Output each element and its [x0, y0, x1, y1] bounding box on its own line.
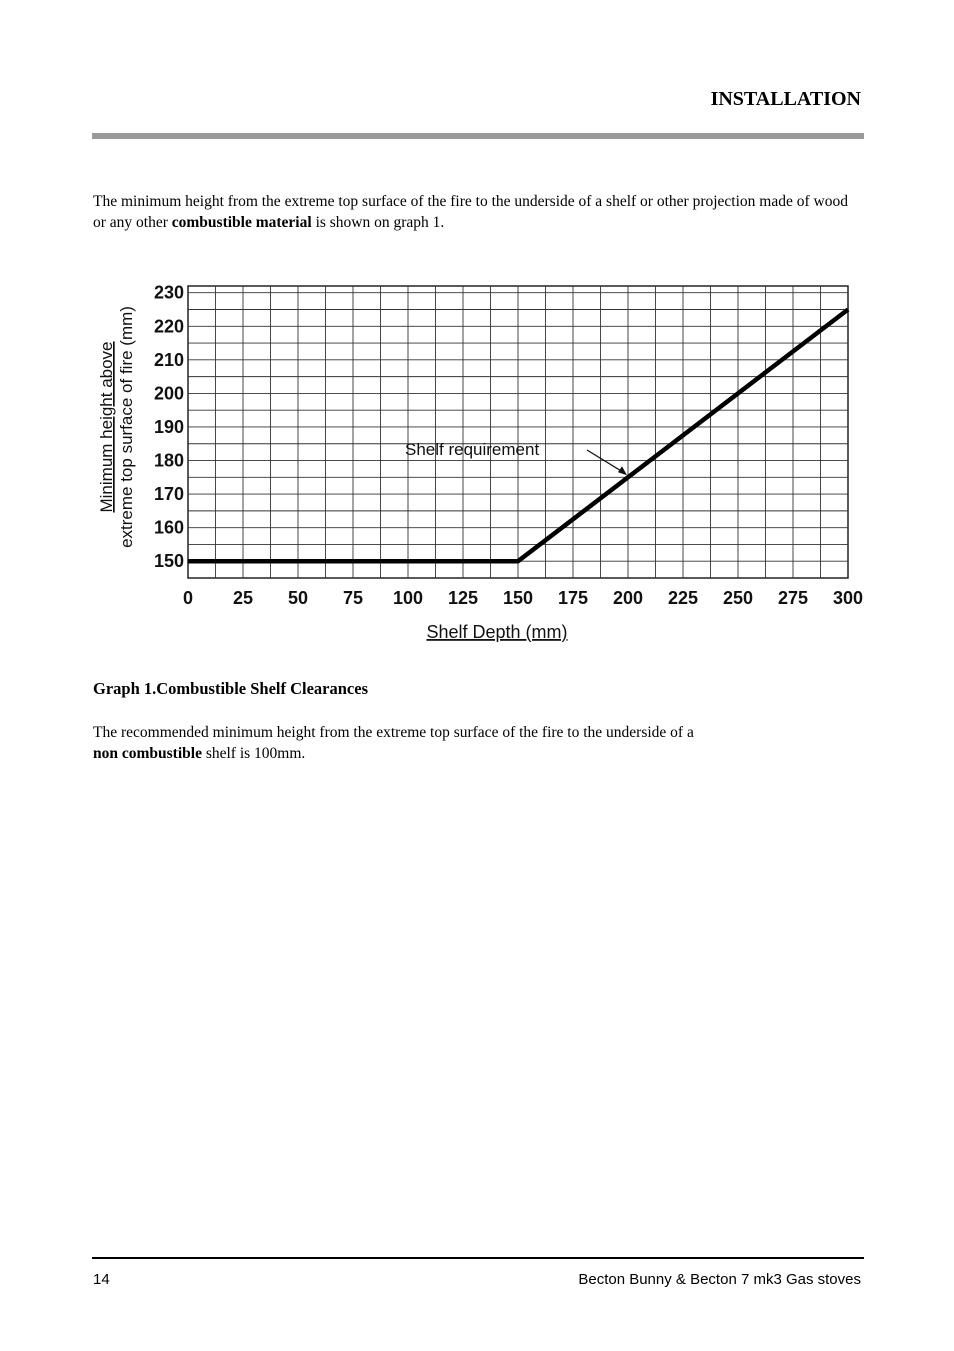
note-text-after: shelf is 100mm.	[201, 745, 306, 762]
intro-text-after: is shown on graph 1.	[311, 214, 445, 231]
x-tick-label: 300	[832, 588, 864, 608]
y-tick-label: 190	[153, 416, 184, 437]
y-tick-label: 200	[153, 383, 184, 404]
intro-text-before: The minimum height from the extreme top surface of the fire to the underside of a shelf or other projection made of wood or any other	[93, 193, 848, 231]
annotation-label: Shelf requirement	[405, 440, 540, 459]
x-tick-label: 200	[612, 588, 644, 608]
intro-bold-term: combustible material	[171, 214, 312, 231]
y-tick-label: 220	[153, 316, 184, 337]
x-tick-label: 125	[447, 588, 479, 608]
page-number: 14	[93, 1271, 110, 1288]
x-tick-label: 75	[342, 588, 364, 608]
x-axis-label: Shelf Depth (mm)	[426, 622, 568, 642]
y-tick-label: 170	[153, 484, 184, 505]
annotation-leader-line	[587, 450, 625, 473]
document-title: Becton Bunny & Becton 7 mk3 Gas stoves	[578, 1271, 861, 1288]
y-tick-label: 150	[153, 551, 184, 572]
chart-annotation	[405, 440, 627, 475]
x-tick-labels	[183, 588, 863, 608]
shelf-clearance-chart	[90, 262, 865, 652]
y-tick-label: 160	[153, 517, 184, 538]
y-tick-label: 180	[153, 450, 184, 471]
note-paragraph	[93, 722, 863, 764]
annotation-arrowhead	[618, 466, 627, 475]
y-tick-labels	[154, 283, 184, 572]
x-tick-label: 250	[722, 588, 754, 608]
footer-rule	[92, 1257, 864, 1259]
x-tick-label: 50	[287, 588, 309, 608]
note-text-before: The recommended minimum height from the extreme top surface of the fire to the underside of a	[93, 724, 694, 741]
y-tick-label: 210	[153, 349, 184, 370]
section-title: INSTALLATION	[710, 88, 861, 110]
x-tick-label: 150	[502, 588, 534, 608]
x-tick-label: 100	[392, 588, 424, 608]
intro-paragraph	[93, 191, 863, 233]
x-tick-label: 175	[557, 588, 589, 608]
x-tick-label: 0	[182, 588, 194, 608]
graph-caption: Graph 1.Combustible Shelf Clearances	[93, 679, 369, 698]
note-bold-term: non combustible	[93, 745, 202, 762]
header-rule	[92, 133, 864, 139]
chart-grid	[188, 286, 848, 578]
x-tick-label: 275	[777, 588, 809, 608]
y-tick-label: 230	[153, 282, 184, 303]
y-axis-label-line2: extreme top surface of fire (mm)	[117, 306, 136, 548]
x-tick-label: 25	[232, 588, 254, 608]
y-axis-label-line1: Minimum height above	[97, 341, 116, 513]
x-tick-label: 225	[667, 588, 699, 608]
